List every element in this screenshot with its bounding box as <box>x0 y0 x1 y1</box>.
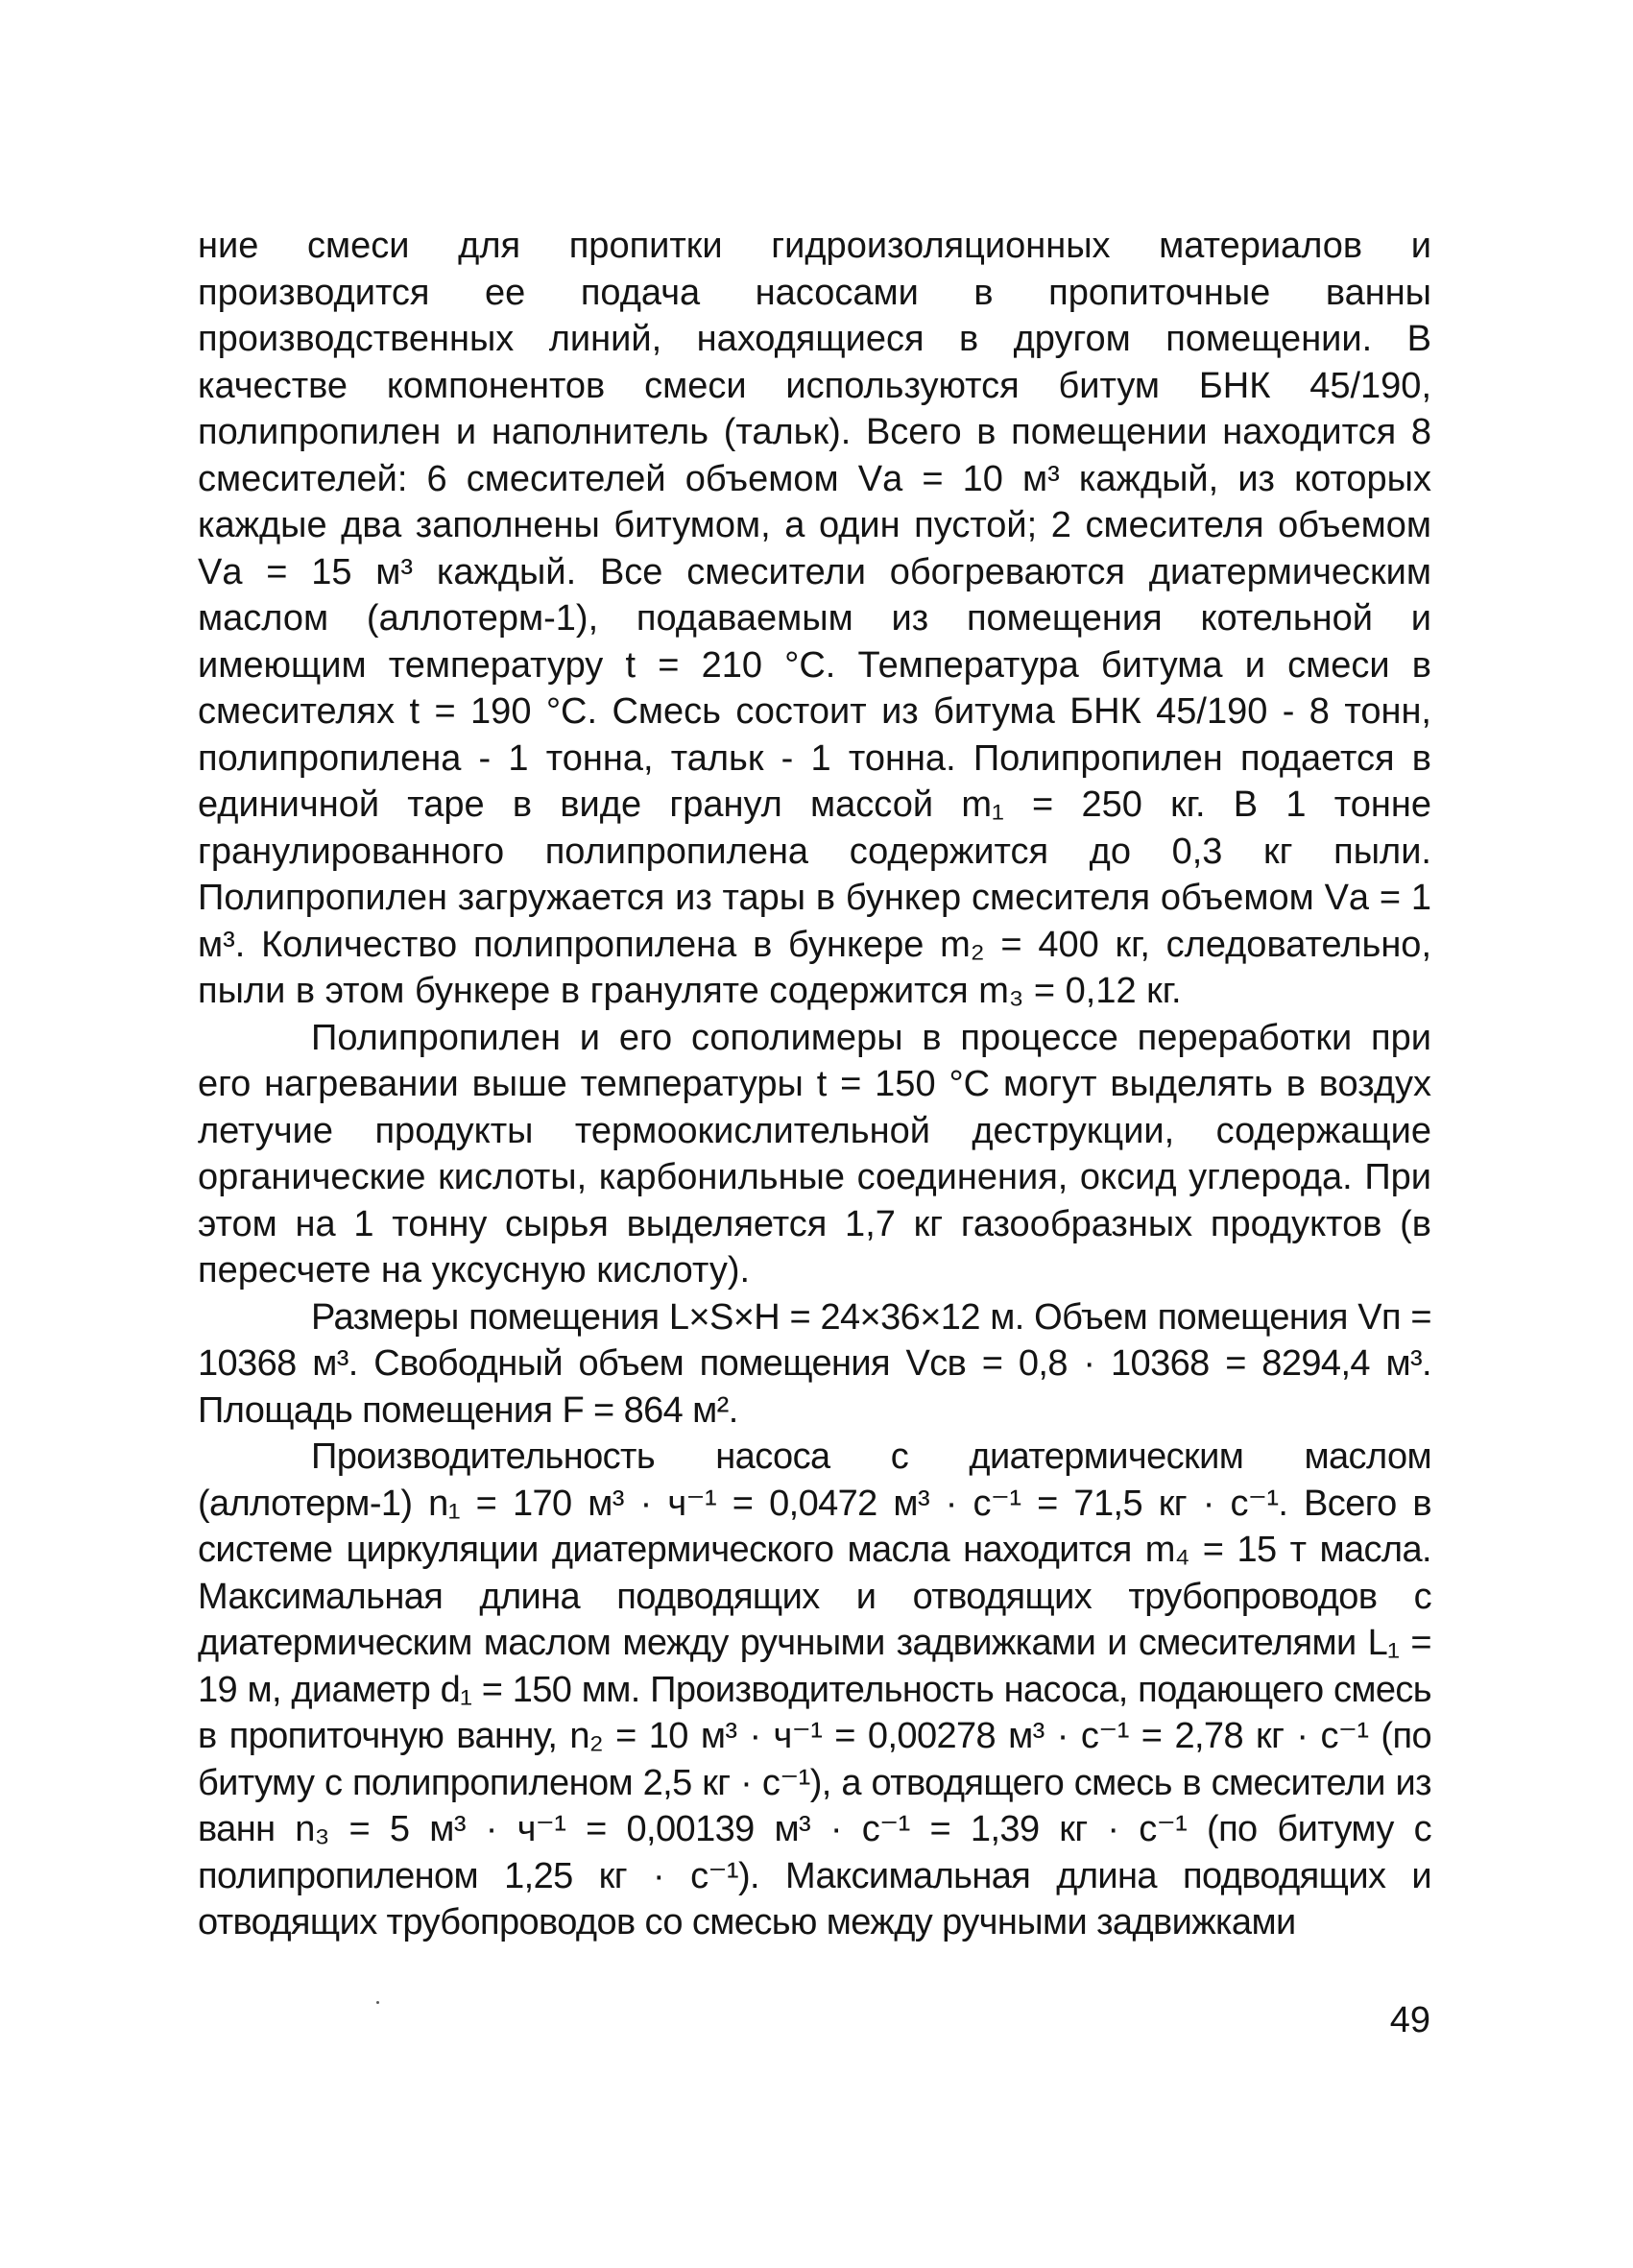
body-text <box>198 223 1431 1946</box>
paragraph-pump-performance: Производительность насоса с диатермическим маслом (аллотерм-1) n₁ = 170 м³ · ч⁻¹ = 0,0472 м³ · с⁻¹ = 71,5 кг · с⁻¹. Всего в системе циркуляции диатермического масла находится m₄ = 15 т масла. Максимальная длина подводящих и отводящих трубопроводов с диатермическим маслом между ручными задвижками и смесителями L₁ = 19 м, диаметр d₁ = 150 мм. Производительность насоса, подающего смесь в пропиточную ванну, n₂ = 10 м³ · ч⁻¹ = 0,00278 м³ · с⁻¹ = 2,78 кг · с⁻¹ (по битуму с полипропиленом 2,5 кг · с⁻¹), а отводящего смесь в смесители из ванн n₃ = 5 м³ · ч⁻¹ = 0,00139 м³ · с⁻¹ = 1,39 кг · с⁻¹ (по битуму с полипропиленом 1,25 кг · с⁻¹). Максимальная длина подводящих и отводящих трубопроводов со смесью между ручными задвижками <box>198 1436 1431 1942</box>
paragraph-polypropylene-emissions: Полипропилен и его сополимеры в процессе переработки при его нагревании выше температуры t = 150 °С могут выделять в воздух летучие продукты термоокислительной деструкции, содержащие органические кислоты, карбонильные соединения, оксид углерода. При этом на 1 тонну сырья выделяется 1,7 кг газообразных продуктов (в пересчете на уксусную кислоту). <box>198 1017 1431 1291</box>
scan-speck <box>376 2001 379 2004</box>
page-number: 49 <box>1389 2000 1430 2040</box>
paragraph-room-dimensions: Размеры помещения L×S×H = 24×36×12 м. Объем помещения Vп = 10368 м³. Свободный объем помещения Vсв = 0,8 · 10368 = 8294,4 м³. Площадь помещения F = 864 м². <box>198 1296 1431 1431</box>
paragraph-mixer-description: ние смеси для пропитки гидроизоляционных материалов и производится ее подача насосами в пропиточные ванны производственных линий, находящиеся в другом помещении. В качестве компонентов смеси используются битум БНК 45/190, полипропилен и наполнитель (тальк). Всего в помещении находится 8 смесителей: 6 смесителей объемом Vа = 10 м³ каждый, из которых каждые два заполнены битумом, а один пустой; 2 смесителя объемом Vа = 15 м³ каждый. Все смесители обогреваются диатермическим маслом (аллотерм-1), подаваемым из помещения котельной и имеющим температуру t = 210 °С. Температура битума и смеси в смесителях t = 190 °С. Смесь состоит из битума БНК 45/190 - 8 тонн, полипропилена - 1 тонна, тальк - 1 тонна. Полипропилен подается в единичной таре в виде гранул массой m₁ = 250 кг. В 1 тонне гранулированного полипропилена содержится до 0,3 кг пыли. Полипропилен загружается из тары в бункер смесителя объемом Vа = 1 м³. Количество полипропилена в бункере m₂ = 400 кг, следовательно, пыли в этом бункере в грануляте содержится m₃ = 0,12 кг. <box>198 226 1431 1011</box>
